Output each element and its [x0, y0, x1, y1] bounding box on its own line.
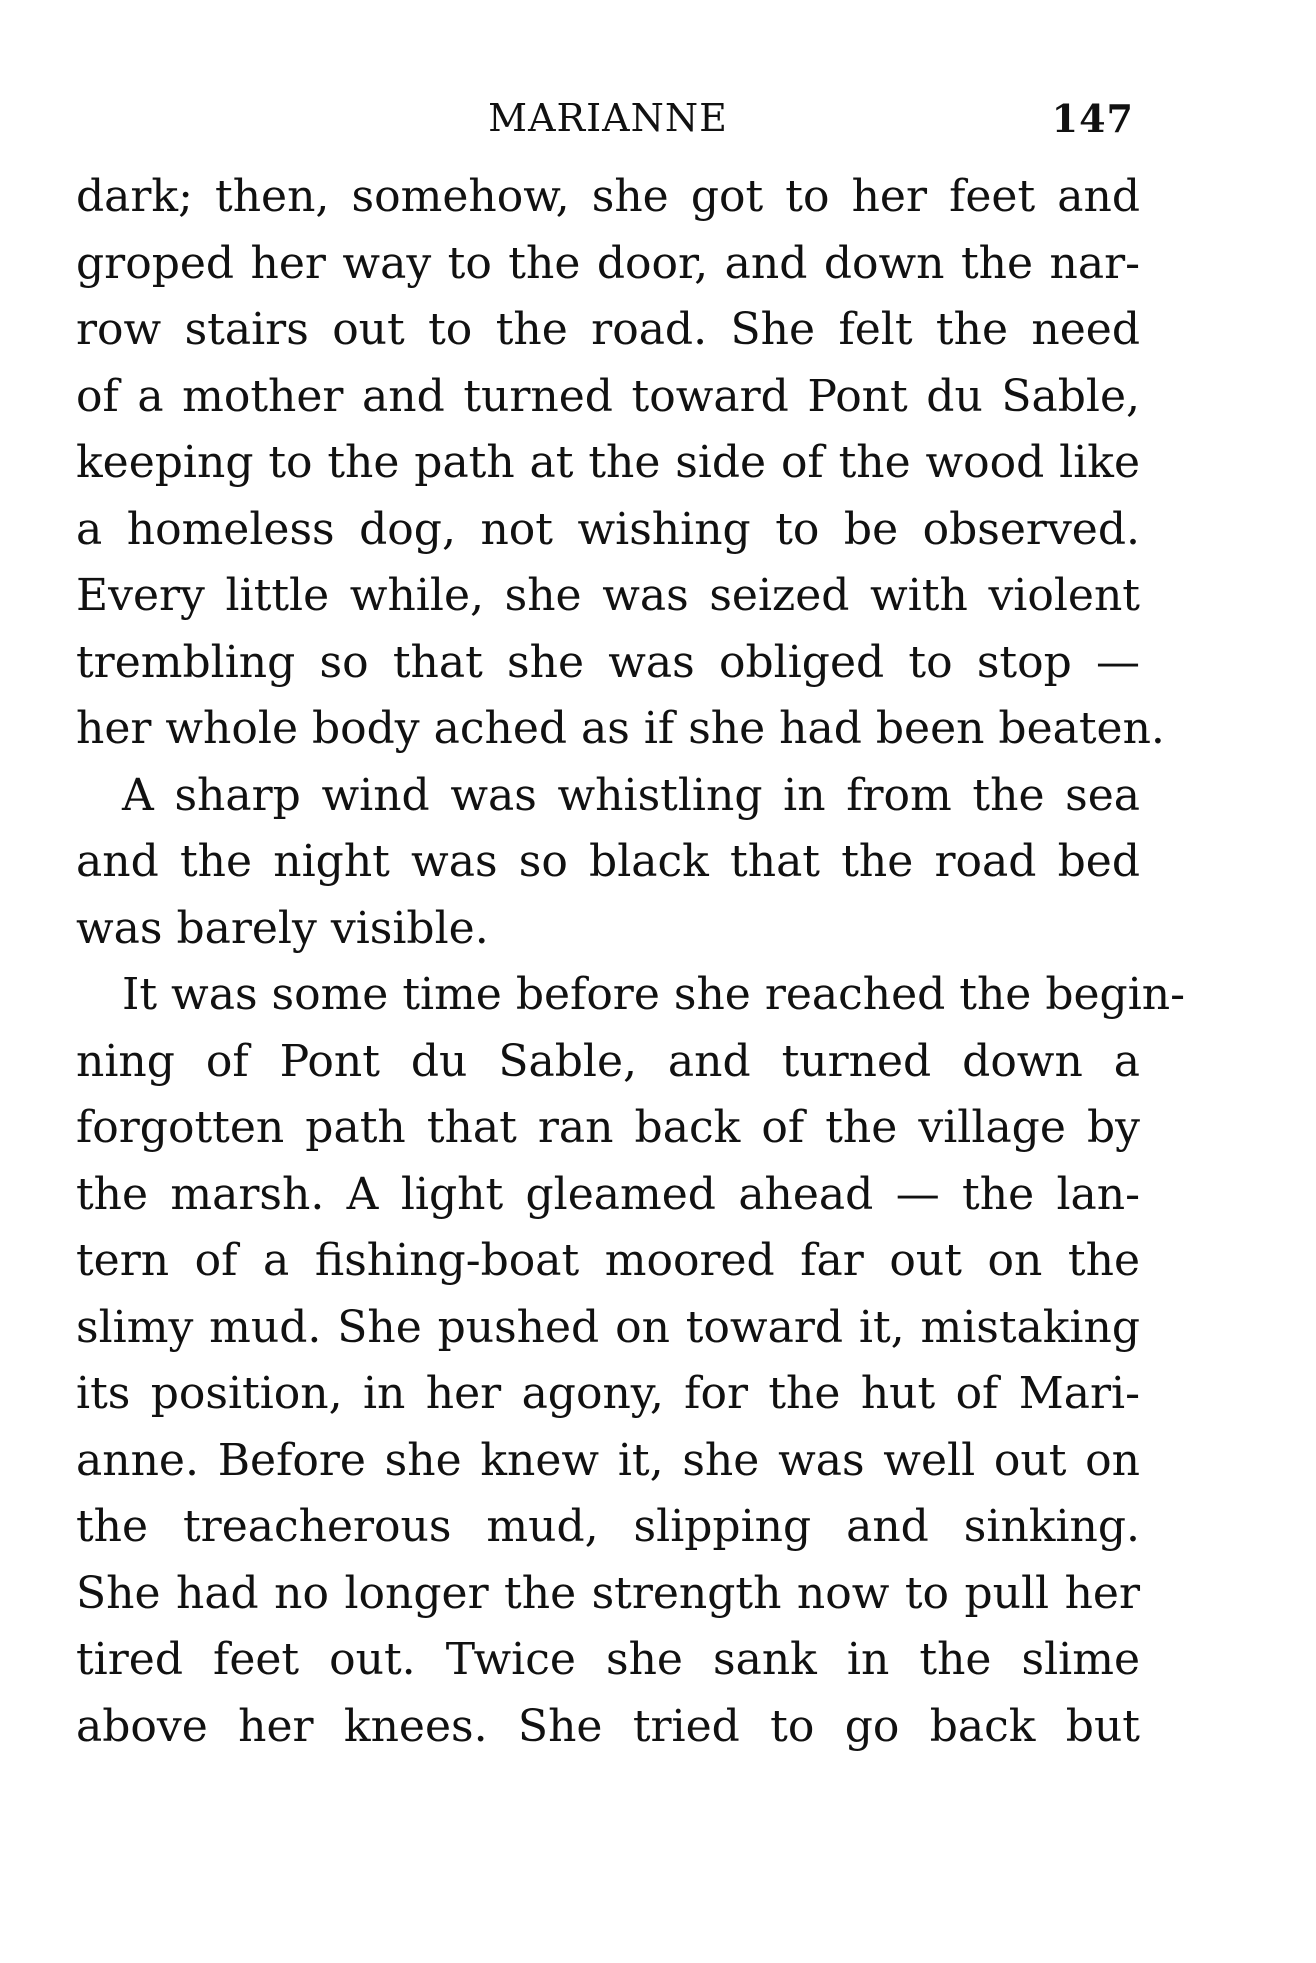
text-line: her whole body ached as if she had been beaten.	[76, 703, 1165, 754]
text-line: ning of Pont du Sable, and turned down a	[76, 1035, 1140, 1087]
running-head	[76, 96, 1140, 146]
text-line: She had no longer the strength now to pull her	[76, 1567, 1140, 1619]
page-number: 147	[1051, 96, 1134, 141]
text-line: tired feet out. Twice she sank in the slime	[76, 1634, 1140, 1685]
text-line: above her knees. She tried to go back but	[76, 1700, 1140, 1752]
text-line: the treacherous mud, slipping and sinking.	[76, 1501, 1140, 1552]
running-title: MARIANNE	[488, 96, 728, 140]
text-line: It was some time before she reached the begin-	[122, 969, 1185, 1020]
text-line: groped her way to the door, and down the nar-	[76, 237, 1140, 289]
text-line: Every little while, she was seized with violent	[76, 570, 1140, 621]
text-line: of a mother and turned toward Pont du Sable,	[76, 370, 1140, 422]
text-line: a homeless dog, not wishing to be observed.	[76, 503, 1140, 555]
text-line: A sharp wind was whistling in from the sea	[122, 769, 1140, 821]
text-line: tern of a fishing-boat moored far out on the	[76, 1235, 1140, 1286]
text-line: dark; then, somehow, she got to her feet and	[76, 171, 1140, 222]
text-line: and the night was so black that the road bed	[76, 836, 1140, 887]
text-line: forgotten path that ran back of the village by	[76, 1102, 1140, 1153]
text-line: its position, in her agony, for the hut of Mari-	[76, 1368, 1140, 1419]
text-line: row stairs out to the road. She felt the need	[76, 304, 1140, 355]
body-text	[76, 164, 1185, 1760]
text-line: anne. Before she knew it, she was well out on	[76, 1434, 1140, 1486]
text-line: trembling so that she was obliged to stop —	[76, 636, 1140, 688]
text-line: slimy mud. She pushed on toward it, mistaking	[76, 1301, 1140, 1353]
text-line: the marsh. A light gleamed ahead — the lan-	[76, 1168, 1140, 1220]
text-line: was barely visible.	[76, 902, 489, 954]
text-line: keeping to the path at the side of the wood like	[76, 437, 1140, 488]
